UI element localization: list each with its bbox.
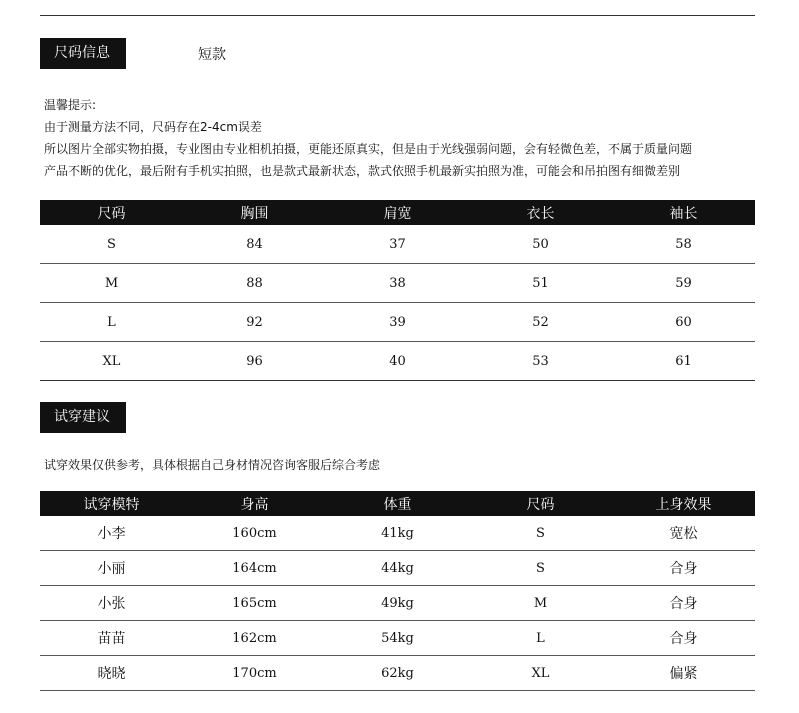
cell: 40 (326, 342, 469, 381)
notes-line: 产品不断的优化，最后附有手机实拍照，也是款式最新状态，款式依照手机最新实拍照为准，可能会和吊拍图有细微差别 (44, 164, 681, 178)
cell: 165cm (183, 586, 326, 621)
notes-heading: 温馨提示: (44, 98, 97, 112)
table-row (40, 303, 755, 342)
table-row (40, 264, 755, 303)
table-row (40, 586, 755, 621)
notes-line: 由于测量方法不同，尺码存在2-4cm误差 (44, 120, 262, 134)
cell: XL (40, 342, 183, 381)
size-table (40, 200, 755, 381)
table-row (40, 225, 755, 264)
cell: 晓晓 (40, 656, 183, 691)
cell: 59 (612, 264, 755, 303)
cell: 小李 (40, 516, 183, 551)
fit-advice-label: 试穿建议 (40, 402, 126, 433)
cell: 54kg (326, 621, 469, 656)
cell: L (40, 303, 183, 342)
cell: 52 (469, 303, 612, 342)
table-row (40, 516, 755, 551)
cell: L (469, 621, 612, 656)
cell: 39 (326, 303, 469, 342)
model-table-header (40, 491, 755, 516)
cell: 44kg (326, 551, 469, 586)
cell: 92 (183, 303, 326, 342)
fit-advice-note: 试穿效果仅供参考，具体根据自己身材情况咨询客服后综合考虑 (44, 458, 381, 472)
header-fit: 上身效果 (612, 491, 755, 516)
cell: 苗苗 (40, 621, 183, 656)
cell: 51 (469, 264, 612, 303)
header-weight: 体重 (326, 491, 469, 516)
cell: 宽松 (612, 516, 755, 551)
header-size: 尺码 (469, 491, 612, 516)
header-shoulder: 肩宽 (326, 200, 469, 225)
notes-block (44, 94, 692, 182)
cell: 合身 (612, 621, 755, 656)
header-chest: 胸围 (183, 200, 326, 225)
cell: 41kg (326, 516, 469, 551)
cell: 84 (183, 225, 326, 264)
cell: 60 (612, 303, 755, 342)
cell: 88 (183, 264, 326, 303)
cell: 50 (469, 225, 612, 264)
cell: 38 (326, 264, 469, 303)
header-model: 试穿模特 (40, 491, 183, 516)
cell: 162cm (183, 621, 326, 656)
cell: 58 (612, 225, 755, 264)
cell: 160cm (183, 516, 326, 551)
size-info-label: 尺码信息 (40, 38, 126, 69)
cell: 合身 (612, 586, 755, 621)
header-size: 尺码 (40, 200, 183, 225)
cell: S (469, 551, 612, 586)
cell: 170cm (183, 656, 326, 691)
cell: 61 (612, 342, 755, 381)
cell: M (40, 264, 183, 303)
cell: M (469, 586, 612, 621)
cell: 164cm (183, 551, 326, 586)
model-table (40, 491, 755, 691)
style-label: 短款 (198, 47, 226, 63)
header-height: 身高 (183, 491, 326, 516)
table-row (40, 621, 755, 656)
cell: 96 (183, 342, 326, 381)
table-row (40, 551, 755, 586)
notes-line: 所以图片全部实物拍摄，专业图由专业相机拍摄，更能还原真实，但是由于光线强弱问题，会有轻微色差，不属于质量问题 (44, 142, 693, 156)
cell: XL (469, 656, 612, 691)
table-row (40, 342, 755, 381)
table-row (40, 656, 755, 691)
cell: 小张 (40, 586, 183, 621)
cell: 62kg (326, 656, 469, 691)
size-table-header (40, 200, 755, 225)
header-sleeve: 袖长 (612, 200, 755, 225)
cell: 37 (326, 225, 469, 264)
cell: 偏紧 (612, 656, 755, 691)
cell: 53 (469, 342, 612, 381)
cell: 小丽 (40, 551, 183, 586)
cell: S (469, 516, 612, 551)
top-divider (40, 15, 755, 16)
cell: S (40, 225, 183, 264)
cell: 49kg (326, 586, 469, 621)
cell: 合身 (612, 551, 755, 586)
header-length: 衣长 (469, 200, 612, 225)
